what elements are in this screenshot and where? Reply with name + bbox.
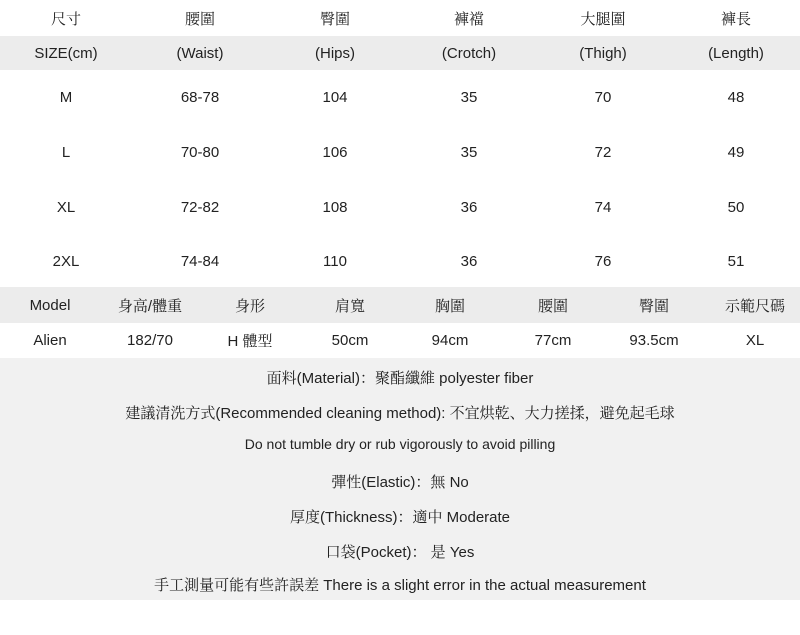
header-crotch-en: (Crotch): [441, 44, 497, 62]
hips-cell: 106: [322, 144, 348, 161]
model-chest: 94cm: [431, 332, 469, 349]
header-thigh-zh: 大腿圍: [580, 10, 626, 28]
size-cell: M: [59, 89, 73, 106]
crotch-cell: 35: [460, 144, 478, 161]
crotch-cell: 35: [460, 89, 478, 106]
product-notes: [0, 358, 800, 600]
model-name: Alien: [33, 332, 67, 349]
hips-cell: 110: [323, 252, 347, 270]
model-header-row: [0, 287, 800, 323]
size-row-m: [0, 70, 800, 125]
header-length-en: (Length): [708, 44, 764, 62]
waist-cell: 74-84: [180, 252, 220, 270]
thigh-cell: 70: [594, 89, 612, 106]
header-size-zh: 尺寸: [50, 10, 81, 28]
header-waist-en: (Waist): [176, 44, 224, 62]
size-header-en-row: [0, 36, 800, 70]
thigh-cell: 72: [594, 144, 612, 161]
header-size-en: SIZE(cm): [34, 44, 98, 62]
material-note: 面料(Material)：聚酯纖維 polyester fiber: [266, 370, 534, 387]
thigh-cell: 74: [594, 199, 612, 216]
length-cell: 49: [727, 144, 745, 161]
header-hips-zh: 臀圍: [319, 10, 350, 28]
hips-cell: 104: [322, 89, 348, 106]
header-chest: 胸圍: [434, 297, 465, 315]
model-shoulder: 50cm: [331, 332, 369, 349]
header-body-shape: 身形: [234, 297, 265, 315]
length-cell: 48: [727, 89, 745, 106]
size-cell: L: [61, 144, 71, 161]
size-header-zh-row: [0, 0, 800, 36]
model-demo-size: XL: [745, 332, 765, 349]
header-waist-zh: 腰圍: [184, 10, 215, 28]
waist-cell: 68-78: [180, 89, 220, 106]
cleaning-note-en: Do not tumble dry or rub vigorously to avoid pilling: [244, 436, 556, 452]
model-waist: 77cm: [534, 332, 572, 349]
waist-cell: 70-80: [180, 144, 220, 161]
header-demo-size: 示範尺碼: [724, 297, 785, 315]
pocket-note: 口袋(Pocket)： 是 Yes: [325, 544, 475, 561]
header-height-weight: 身高/體重: [117, 297, 183, 315]
header-waist: 腰圍: [537, 297, 568, 315]
header-hips-en: (Hips): [315, 44, 355, 62]
cleaning-note: 建議清洗方式(Recommended cleaning method): 不宜烘乾、大力搓揉，避免起毛球: [125, 405, 675, 422]
header-length-zh: 褲長: [720, 10, 751, 28]
header-crotch-zh: 褲襠: [453, 10, 484, 28]
hips-cell: 108: [322, 199, 348, 216]
waist-cell: 72-82: [180, 199, 220, 216]
elastic-note: 彈性(Elastic)：無 No: [331, 474, 469, 491]
header-hips: 臀圍: [638, 297, 669, 315]
header-model: Model: [29, 296, 71, 314]
crotch-cell: 36: [460, 252, 478, 270]
model-row: [0, 323, 800, 358]
thigh-cell: 76: [594, 252, 612, 270]
size-row-l: [0, 125, 800, 180]
length-cell: 50: [727, 199, 745, 216]
thickness-note: 厚度(Thickness)：適中 Moderate: [289, 509, 511, 526]
size-row-xl: [0, 180, 800, 235]
size-cell: 2XL: [52, 252, 80, 270]
header-shoulder: 肩寬: [334, 297, 365, 315]
model-body-shape: H 體型: [227, 333, 273, 350]
header-thigh-en: (Thigh): [579, 44, 627, 62]
size-cell: XL: [56, 199, 76, 216]
measurement-note: 手工測量可能有些許誤差 There is a slight error in the actual measurement: [154, 577, 646, 594]
model-hips: 93.5cm: [629, 332, 679, 349]
length-cell: 51: [727, 252, 745, 270]
size-row-2xl: [0, 235, 800, 287]
crotch-cell: 36: [460, 199, 478, 216]
model-height-weight: 182/70: [127, 332, 173, 349]
